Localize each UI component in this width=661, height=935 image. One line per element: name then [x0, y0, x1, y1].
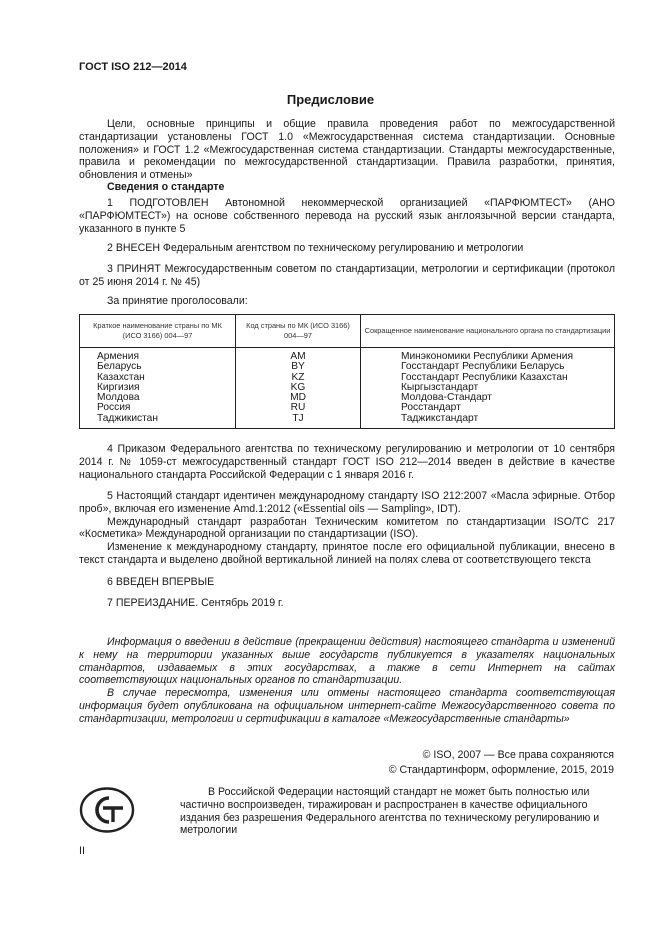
info-item-7-block — [79, 597, 615, 610]
col-header-body: Сокращенное наименование национального органа по стандартизации — [361, 315, 615, 348]
notice-paragraph-1: Информация о введении в действие (прекращении действия) настоящего стандарта и изменений к нему на территории указанных выше государств публикуется в указателях национальных стандартов, издаваемых в этих государствах, а также в сети Интернет на сайтах соответствующих национальных органов по стандартизации. — [79, 636, 615, 687]
copyright-standartinform: © Стандартинформ, оформление, 2015, 2019 — [388, 764, 614, 776]
cell-code: AM — [236, 348, 361, 363]
info-item-6-block — [79, 576, 615, 589]
votes-table-header — [80, 315, 615, 348]
cell-body: Госстандарт Республики Казахстан — [361, 373, 615, 383]
cell-body: Молдова-Стандарт — [361, 393, 615, 403]
vote-intro: За принятие проголосовали: — [107, 295, 248, 307]
cell-country: Киргизия — [80, 383, 236, 393]
preface-title: Предисловие — [286, 92, 375, 107]
table-row — [80, 403, 615, 413]
cell-country: Армения — [80, 348, 236, 363]
table-row — [80, 373, 615, 383]
publication-notice — [79, 636, 615, 726]
info-item-2: 2 ВНЕСЕН Федеральным агентством по техническому регулированию и метрологии — [107, 242, 524, 254]
preface-intro: Цели, основные принципы и общие правила проведения работ по межгосударственной стандартизации установлены ГОСТ 1.0 «Межгосударственная система стандартизации. Основные положения» и ГОСТ 1.2 «Межгосударственная система стандартизации. Стандарты межгосударственные, правила и рекомендации по межгосударственной стандартизации. Правила разработки, принятия, обновления и отмены» — [79, 118, 615, 182]
votes-table — [79, 314, 615, 429]
cell-code: MD — [236, 393, 361, 403]
legal-notice — [180, 786, 616, 837]
info-item-5-p2: Международный стандарт разработан Техническим комитетом по стандартизации ISO/TC 217 «Косметика» Международной организации по стандартизации (ISO). — [79, 515, 615, 541]
cell-country: Казахстан — [80, 373, 236, 383]
info-item-5: 5 Настоящий стандарт идентичен международному стандарту ISO 212:2007 «Масла эфирные. Отбор проб», включая его изменение Amd.1:2012 («Essential oils — Sampling», IDT). — [79, 490, 615, 515]
info-item-3: 3 ПРИНЯТ Межгосударственным советом по стандартизации, метрологии и сертификации (протокол от 25 июня 2014 г. № 45) — [79, 263, 615, 288]
cell-country: Россия — [80, 403, 236, 413]
info-item-5-block — [79, 490, 615, 567]
standard-id: ГОСТ ISO 212—2014 — [79, 61, 187, 73]
col-header-country: Краткое наименование страны по МК (ИСО 3166) 004—97 — [80, 315, 236, 348]
info-item-4: 4 Приказом Федерального агентства по техническому регулированию и метрологии от 10 сентября 2014 г. № 1059-ст межгосударственный стандарт ГОСТ ISO 212—2014 введен в действие в качестве национального стандарта Российской Федерации с 1 января 2016 г. — [79, 443, 615, 481]
cell-country: Молдова — [80, 393, 236, 403]
legal-text: В Российской Федерации настоящий стандарт не может быть полностью или частично воспроизведен, тиражирован и распространен в качестве официального издания без разрешения Федерального агентства по техническому регулированию и метрологии — [180, 786, 600, 837]
cell-body: Минэкономики Республики Армения — [361, 348, 615, 363]
table-row — [80, 383, 615, 393]
info-heading: Сведения о стандарте — [107, 181, 225, 193]
info-item-7: 7 ПЕРЕИЗДАНИЕ. Сентябрь 2019 г. — [107, 597, 284, 609]
preface-intro-block — [79, 118, 615, 182]
cell-code: TJ — [236, 414, 361, 429]
cell-body: Росстандарт — [361, 403, 615, 413]
rst-logo-icon — [79, 786, 135, 834]
cell-country: Беларусь — [80, 362, 236, 372]
cell-country: Таджикистан — [80, 414, 236, 429]
copyright-block — [389, 748, 614, 778]
vote-intro-block — [79, 295, 615, 308]
col-header-code: Код страны по МК (ИСО 3166) 004—97 — [236, 315, 361, 348]
info-item-6: 6 ВВЕДЕН ВПЕРВЫЕ — [107, 576, 215, 588]
table-row — [80, 393, 615, 403]
info-item-1-block — [79, 197, 615, 235]
table-row — [80, 414, 615, 429]
copyright-iso: © ISO, 2007 — Все права сохраняются — [422, 749, 614, 761]
info-item-1: 1 ПОДГОТОВЛЕН Автономной некоммерческой организацией «ПАРФЮМТЕСТ» (АНО «ПАРФЮМТЕСТ») на основе собственного перевода на русский язык англоязычной версии стандарта, указанного в пункте 5 — [79, 197, 615, 235]
cell-body: Таджикстандарт — [361, 414, 615, 429]
info-item-2-block — [79, 242, 615, 255]
info-item-5-p3: Изменение к международному стандарту, принятое после его официальной публикации, внесено в текст стандарта и выделено двойной вертикальной линией на полях слева от соответствующего текста — [79, 541, 615, 566]
info-item-4-block — [79, 443, 615, 481]
page-number: II — [79, 845, 85, 857]
cell-code: KZ — [236, 373, 361, 383]
cell-code: KG — [236, 383, 361, 393]
cell-code: RU — [236, 403, 361, 413]
cell-body: Госстандарт Республики Беларусь — [361, 362, 615, 372]
info-item-3-block — [79, 263, 615, 289]
notice-paragraph-2: В случае пересмотра, изменения или отмены настоящего стандарта соответствующая информация будет опубликована на официальном интернет-сайте Межгосударственного совета по стандартизации, метрологии и сертификации в каталоге «Межгосударственные стандарты» — [79, 687, 615, 725]
cell-body: Кыргызстандарт — [361, 383, 615, 393]
cell-code: BY — [236, 362, 361, 372]
